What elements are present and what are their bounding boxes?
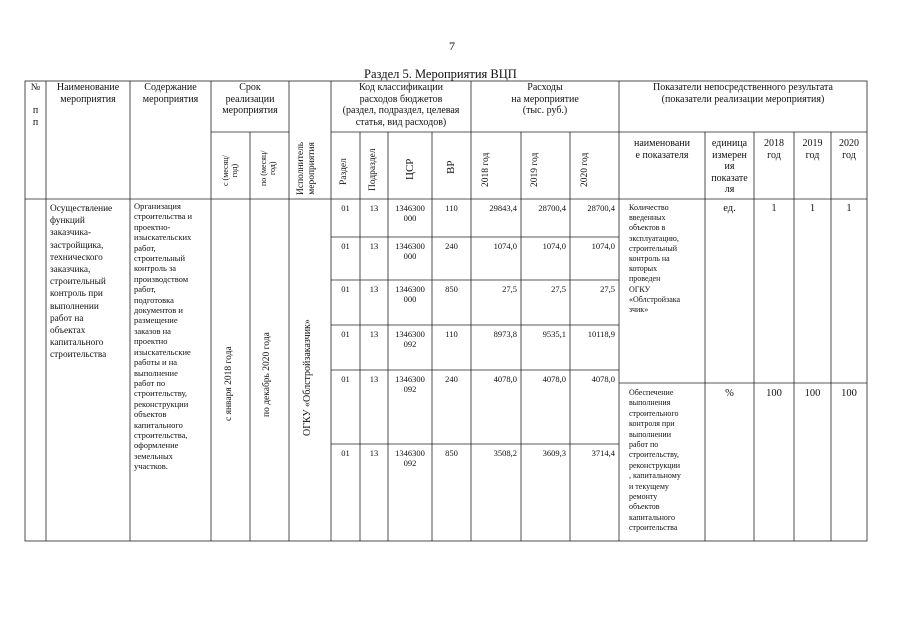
header-2020: 2020 год bbox=[580, 152, 590, 187]
row-vr: 240 bbox=[445, 374, 458, 384]
indicator-2019: 1 bbox=[809, 203, 816, 214]
row-2019: 4078,0 bbox=[542, 374, 566, 384]
indicator-unit: ед. bbox=[723, 203, 736, 214]
row-razdel: 01 bbox=[341, 329, 350, 339]
row-csr: 1346300 092 bbox=[395, 329, 425, 349]
row-razdel: 01 bbox=[341, 241, 350, 251]
row-2018: 4078,0 bbox=[493, 374, 517, 384]
header-executor: Исполнитель мероприятия bbox=[296, 141, 317, 195]
row-2018: 29843,4 bbox=[489, 203, 517, 213]
indicator-2018: 1 bbox=[771, 203, 777, 214]
row-podrazdel: 13 bbox=[369, 374, 379, 384]
row-csr: 1346300 000 bbox=[395, 241, 425, 261]
row-csr: 1346300 000 bbox=[395, 203, 425, 223]
row-podrazdel: 13 bbox=[369, 448, 379, 458]
indicator-name: Обеспечение выполнения строительного контроля при выполнении работ по строительству, реконструкции , капитальному и текущему ремонту объектов капитального строительства bbox=[629, 388, 681, 533]
header-razdel: Раздел bbox=[339, 158, 349, 185]
indicator-2020: 100 bbox=[841, 388, 857, 399]
page-number: 7 bbox=[449, 39, 455, 53]
row-podrazdel: 13 bbox=[369, 241, 379, 251]
header-name: Наименование мероприятия bbox=[56, 82, 120, 105]
header-2018: 2018 год bbox=[481, 152, 491, 187]
section-title: Раздел 5. Мероприятия ВЦП bbox=[364, 67, 517, 81]
row-razdel: 01 bbox=[341, 448, 350, 458]
indicator-2020: 1 bbox=[846, 203, 852, 214]
row-2018: 3508,2 bbox=[493, 448, 517, 458]
activity-content: Организация строительства и проектно- изыскательских работ, строительный контроль за производством работ, подготовка документов и размещение заказов на проектно изыскательские работы и на выполнение работ по строительству, реконструкции объектов капитального строительства, оформление земельных участков. bbox=[134, 201, 193, 472]
row-podrazdel: 13 bbox=[369, 203, 379, 213]
header-ind-2018: 2018 год bbox=[764, 138, 784, 161]
header-code: Код классификации расходов бюджетов (раздел, подраздел, целевая статья, вид расходов) bbox=[342, 82, 460, 128]
row-2020: 1074,0 bbox=[591, 241, 615, 251]
row-vr: 110 bbox=[445, 329, 458, 339]
header-podrazdel: Подраздел bbox=[368, 148, 378, 191]
row-2020: 28700,4 bbox=[587, 203, 615, 213]
header-ind-name: наименовани е показателя bbox=[634, 138, 690, 161]
row-2020: 4078,0 bbox=[591, 374, 615, 384]
indicator-unit: % bbox=[725, 388, 734, 399]
indicator-name: Количество введенных объектов в эксплуатацию, строительный контроль на которых проведен ОГКУ «Облстройзака зчик» bbox=[629, 203, 681, 315]
row-vr: 110 bbox=[445, 203, 458, 213]
activity-executor: ОГКУ «Облстройзаказчик» bbox=[302, 319, 313, 436]
row-2020: 10118,9 bbox=[587, 329, 615, 339]
row-razdel: 01 bbox=[341, 203, 350, 213]
row-podrazdel: 13 bbox=[369, 284, 379, 294]
header-term-from: с (месяц/ год) bbox=[221, 155, 239, 186]
row-2019: 9535,1 bbox=[542, 329, 566, 339]
row-podrazdel: 13 bbox=[369, 329, 379, 339]
activity-name: Осуществление функций заказчика- застройщика, технического заказчика, строительный контроль при выполнении работ на объектах капитального строительства bbox=[50, 204, 113, 361]
row-vr: 850 bbox=[445, 284, 458, 294]
header-ind-unit: единица измерен ия показате ля bbox=[711, 138, 748, 196]
activity-term-to: по декабрь 2020 года bbox=[262, 332, 272, 417]
row-2019: 1074,0 bbox=[542, 241, 566, 251]
row-vr: 850 bbox=[445, 448, 458, 458]
row-2019: 27,5 bbox=[551, 284, 566, 294]
row-2018: 27,5 bbox=[502, 284, 517, 294]
header-csr: ЦСР bbox=[404, 158, 416, 180]
header-content: Содержание мероприятия bbox=[142, 82, 199, 105]
row-2019: 3609,3 bbox=[542, 448, 566, 458]
row-csr: 1346300 000 bbox=[395, 284, 425, 304]
row-csr: 1346300 092 bbox=[395, 374, 425, 394]
row-2018: 1074,0 bbox=[493, 241, 517, 251]
header-term-to: по (месяц/ год) bbox=[259, 150, 277, 186]
row-2020: 3714,4 bbox=[591, 448, 615, 458]
header-num: № п п bbox=[30, 82, 41, 128]
row-2019: 28700,4 bbox=[538, 203, 566, 213]
row-2020: 27,5 bbox=[600, 284, 615, 294]
header-ind-2020: 2020 год bbox=[839, 138, 859, 161]
row-vr: 240 bbox=[445, 241, 458, 251]
row-csr: 1346300 092 bbox=[395, 448, 425, 468]
header-term: Срок реализации мероприятия bbox=[222, 82, 278, 117]
activity-term-from: с января 2018 года bbox=[224, 346, 234, 421]
header-2019: 2019 год bbox=[530, 152, 540, 187]
row-2018: 8973,8 bbox=[493, 329, 517, 339]
indicator-2019: 100 bbox=[804, 388, 821, 399]
row-razdel: 01 bbox=[341, 284, 350, 294]
header-indicators: Показатели непосредственного результата (показатели реализации мероприятия) bbox=[653, 82, 833, 105]
header-ind-2019: 2019 год bbox=[802, 138, 823, 161]
header-vr: ВР bbox=[445, 160, 457, 174]
indicator-2018: 100 bbox=[766, 388, 782, 399]
row-razdel: 01 bbox=[341, 374, 350, 384]
header-expenses: Расходы на мероприятие (тыс. руб.) bbox=[511, 82, 579, 117]
